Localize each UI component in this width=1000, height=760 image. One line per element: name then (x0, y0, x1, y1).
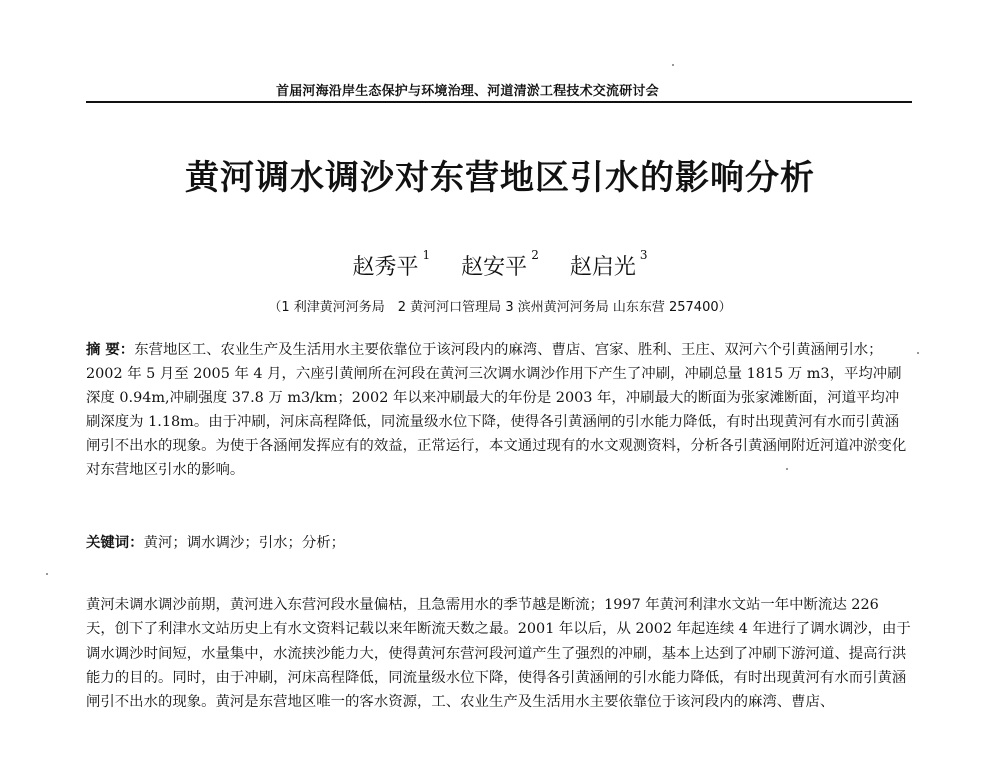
scan-speck (917, 352, 919, 354)
author-affiliation-mark: 2 (531, 248, 539, 262)
abstract-label: 摘 要： (86, 341, 135, 358)
author-name: 赵安平 (461, 255, 528, 280)
scan-speck (46, 573, 48, 575)
affiliations: （1 利津黄河河务局 2 黄河河口管理局 3 滨州黄河河务局 山东东营 257400） (268, 300, 732, 315)
paper-title: 黄河调水调沙对东营地区引水的影响分析 (185, 158, 815, 198)
keywords (86, 531, 912, 555)
author-affiliation-mark: 1 (422, 248, 431, 262)
author-list (0, 250, 1000, 281)
running-header: 首届河海沿岸生态保护与环境治理、河道清淤工程技术交流研讨会 (276, 84, 659, 99)
author-name: 赵启光 (569, 255, 636, 280)
author-affiliation-mark: 3 (639, 248, 648, 262)
keywords-label: 关键词： (86, 534, 144, 551)
scan-speck (786, 468, 788, 470)
author-2 (461, 250, 539, 281)
author-3 (570, 250, 648, 281)
header-rule (86, 101, 912, 103)
scan-speck (672, 64, 674, 66)
abstract (86, 338, 912, 482)
body-paragraph: 黄河未调水调沙前期，黄河进入东营河段水量偏枯，且急需用水的季节越是断流；1997 年黄河利津水文站一年中断流达 226 天，创下了利津水文站历史上有水文资料记载以来年断流天数之最。2001 年以后，从 2002 年起连续 4 年进行了调水调沙，由于调水调沙时间短，水量集中，水流挟沙能力大，使得黄河东营河段河道产生了强烈的冲刷，基本上达到了冲刷下游河道、提高行洪能力的目的。同时，由于冲刷，河床高程降低，同流量级水位下降，使得各引黄涵闸的引水能力降低，有时出现黄河有水而引黄涵闸引不出水的现象。黄河是东营地区唯一的客水资源，工、农业生产及生活用水主要依靠位于该河段内的麻湾、曹店、 (86, 597, 911, 711)
author-name: 赵秀平 (352, 255, 419, 280)
abstract-text: 东营地区工、农业生产及生活用水主要依靠位于该河段内的麻湾、曹店、宫家、胜利、王庄、双河六个引黄涵闸引水；2002 年 5 月至 2005 年 4 月，六座引黄闸所在河段在黄河三次调水调沙作用下产生了冲刷，冲刷总量 1815 万 m3，平均冲刷深度 0.94m,冲刷强度 37.8 万 m3/km；2002 年以来冲刷最大的年份是 2003 年，冲刷最大的断面为张家滩断面，河道平均冲刷深度为 1.18m。由于冲刷，河床高程降低，同流量级水位下降，使得各引黄涵闸的引水能力降低，有时出现黄河有水而引黄涵闸引不出水的现象。为使于各涵闸发挥应有的效益，正常运行，本文通过现有的水文观测资料，分析各引黄涵闸附近河道冲淤变化对东营地区引水的影响。 (86, 342, 907, 478)
author-1 (353, 250, 431, 281)
keywords-text: 黄河；调水调沙；引水；分析； (143, 535, 346, 551)
